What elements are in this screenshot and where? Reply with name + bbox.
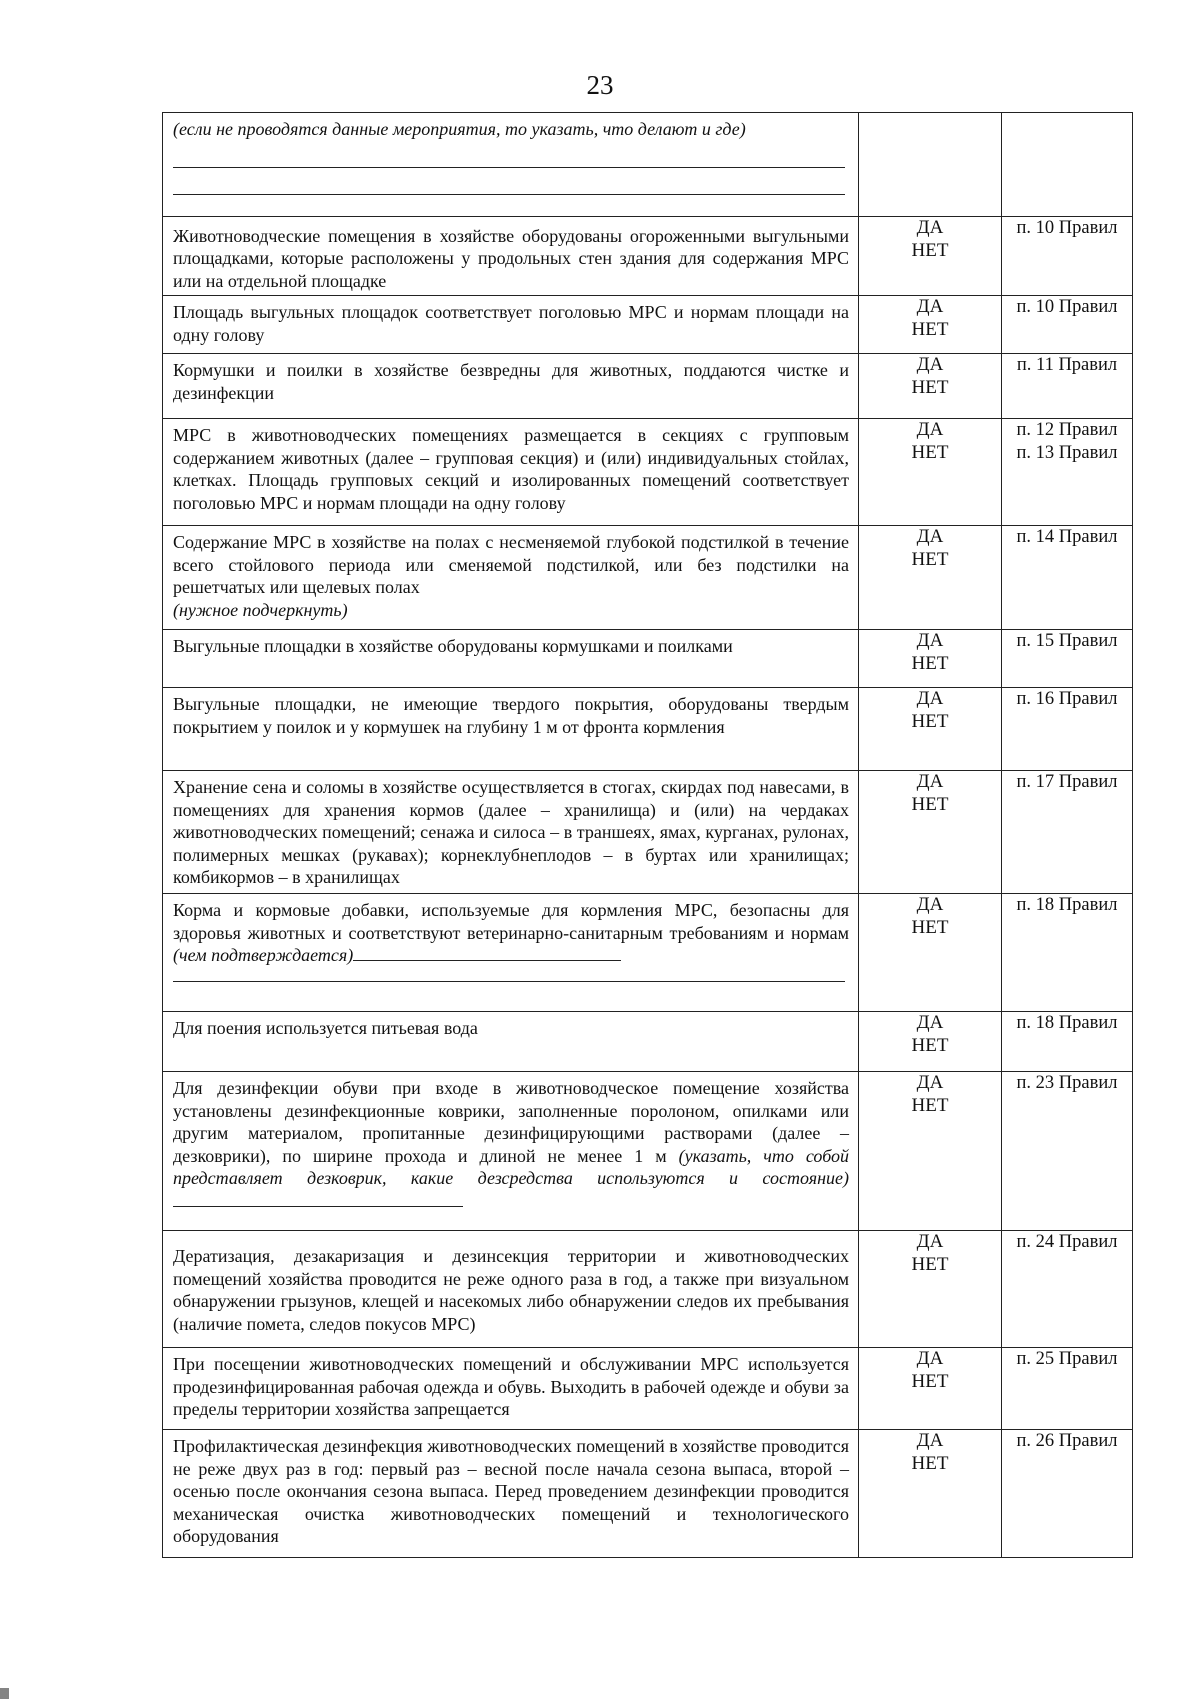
requirement-cell: Дератизация, дезакаризация и дезинсекция территории и животноводческих помещений хозяйства проводится не реже одного раза в год, а также при визуальном обнаружении грызунов, клещей и насекомых либо обнаружении следов их пребывания (наличие помета, следов покусов МРС) <box>163 1231 859 1348</box>
table-row <box>163 113 1133 217</box>
rule-reference: п. 26 Правил <box>1016 1431 1118 1451</box>
rule-reference: п. 16 Правил <box>1016 689 1118 709</box>
answer-yes: ДА <box>916 1231 944 1252</box>
answer-yes: ДА <box>916 526 944 547</box>
answer-yes: ДА <box>916 1348 944 1369</box>
reference-cell <box>1002 894 1133 1012</box>
answer-cell <box>859 1012 1002 1072</box>
table-row <box>163 630 1133 688</box>
rule-reference: п. 17 Правил <box>1016 772 1118 792</box>
requirement-text: Для дезинфекции обуви при входе в животноводческое помещение хозяйства установлены дезинфекционные коврики, заполненные поролоном, опилками или другим материалом, пропитанные дезинфицирующими растворами (далее – дезковрики), по ширине прохода и длиной не менее 1 м <box>173 1078 849 1166</box>
scan-edge-mark <box>0 1688 1200 1699</box>
answer-cell <box>859 296 1002 354</box>
answer-cell <box>859 630 1002 688</box>
answer-yes: ДА <box>916 354 944 375</box>
answer-no: НЕТ <box>911 441 949 463</box>
rule-reference: п. 25 Правил <box>1016 1349 1118 1369</box>
answer-no: НЕТ <box>911 376 949 398</box>
answer-yes: ДА <box>916 419 944 440</box>
table-row <box>163 1430 1133 1558</box>
reference-cell <box>1002 113 1133 217</box>
reference-cell <box>1002 419 1133 526</box>
fill-in-line <box>173 1190 463 1207</box>
reference-cell <box>1002 771 1133 894</box>
rule-reference: п. 18 Правил <box>1016 1013 1118 1033</box>
answer-no: НЕТ <box>911 710 949 732</box>
answer-yes: ДА <box>916 217 944 238</box>
rule-reference: п. 13 Правил <box>1016 442 1118 463</box>
table-row <box>163 419 1133 526</box>
rule-reference: п. 23 Правил <box>1016 1073 1118 1093</box>
table-row <box>163 217 1133 296</box>
table-row <box>163 894 1133 1012</box>
instruction-note: (указать, что собой представляет дезковрик, какие дезсредства используются и состояние) <box>173 1145 850 1188</box>
requirement-cell <box>163 894 859 1012</box>
rule-reference: п. 18 Правил <box>1016 895 1118 915</box>
checklist-table <box>162 112 1133 1558</box>
requirement-cell: При посещении животноводческих помещений и обслуживании МРС используется продезинфицированная рабочая одежда и обувь. Выходить в рабочей одежде и обуви за пределы территории хозяйства запрещается <box>163 1348 859 1430</box>
rule-reference: п. 11 Правил <box>1016 355 1118 375</box>
fill-in-line <box>173 141 845 168</box>
instruction-note: (если не проводятся данные мероприятия, то указать, что делают и где) <box>173 119 746 139</box>
answer-no: НЕТ <box>911 239 949 261</box>
rule-reference: п. 14 Правил <box>1016 527 1118 547</box>
answer-no: НЕТ <box>911 1452 949 1474</box>
answer-yes: ДА <box>916 688 944 709</box>
answer-yes: ДА <box>916 1012 944 1033</box>
answer-cell <box>859 1072 1002 1231</box>
reference-cell <box>1002 1430 1133 1558</box>
requirement-text: Содержание МРС в хозяйстве на полах с несменяемой глубокой подстилкой в течение всего стойлового периода или сменяемой подстилкой, или без подстилки на решетчатых или щелевых полах <box>173 532 849 597</box>
fill-in-line <box>173 168 845 195</box>
answer-no: НЕТ <box>911 318 949 340</box>
answer-cell <box>859 526 1002 630</box>
answer-no: НЕТ <box>911 916 949 938</box>
requirement-cell <box>163 526 859 630</box>
requirement-cell <box>163 1072 859 1231</box>
answer-no: НЕТ <box>911 1370 949 1392</box>
reference-cell <box>1002 1348 1133 1430</box>
reference-cell <box>1002 354 1133 419</box>
answer-cell <box>859 771 1002 894</box>
table-row <box>163 771 1133 894</box>
requirement-cell <box>163 113 859 217</box>
rule-reference: п. 15 Правил <box>1016 631 1118 651</box>
table-row <box>163 354 1133 419</box>
answer-cell <box>859 894 1002 1012</box>
requirement-cell: Выгульные площадки, не имеющие твердого покрытия, оборудованы твердым покрытием у поилок и у кормушек на глубину 1 м от фронта кормления <box>163 688 859 771</box>
table-row <box>163 1072 1133 1231</box>
requirement-cell: Площадь выгульных площадок соответствует поголовью МРС и нормам площади на одну голову <box>163 296 859 354</box>
requirement-cell: Для поения используется питьевая вода <box>163 1012 859 1072</box>
requirement-text: Корма и кормовые добавки, используемые для кормления МРС, безопасны для здоровья животных и соответствуют ветеринарно-санитарным требованиям и нормам <box>173 900 849 943</box>
reference-cell <box>1002 1012 1133 1072</box>
requirement-cell: Кормушки и поилки в хозяйстве безвредны для животных, поддаются чистке и дезинфекции <box>163 354 859 419</box>
table-row <box>163 1231 1133 1348</box>
answer-no: НЕТ <box>911 793 949 815</box>
reference-cell <box>1002 1231 1133 1348</box>
reference-cell <box>1002 526 1133 630</box>
reference-cell <box>1002 630 1133 688</box>
answer-yes: ДА <box>916 1072 944 1093</box>
answer-yes: ДА <box>916 296 944 317</box>
answer-yes: ДА <box>916 771 944 792</box>
requirement-cell: МРС в животноводческих помещениях размещается в секциях с групповым содержанием животных (далее – групповая секция) и (или) индивидуальных стойлах, клетках. Площадь групповых секций и изолированных помещений соответствует поголовью МРС и нормам площади на одну голову <box>163 419 859 526</box>
answer-yes: ДА <box>916 630 944 651</box>
reference-cell <box>1002 296 1133 354</box>
reference-cell <box>1002 688 1133 771</box>
table-row <box>163 526 1133 630</box>
answer-cell <box>859 113 1002 217</box>
requirement-cell: Хранение сена и соломы в хозяйстве осуществляется в стогах, скирдах под навесами, в помещениях для хранения кормов (далее – хранилища) и (или) на чердаках животноводческих помещений; сенажа и силоса – в траншеях, ямах, курганах, рулонах, полимерных мешках (рукавах); корнеклубнеплодов – в буртах или хранилищах; комбикормов – в хранилищах <box>163 771 859 894</box>
answer-cell <box>859 354 1002 419</box>
answer-no: НЕТ <box>911 1034 949 1056</box>
table-row <box>163 296 1133 354</box>
answer-yes: ДА <box>916 1430 944 1451</box>
rule-reference: п. 10 Правил <box>1016 297 1118 317</box>
table-row <box>163 1012 1133 1072</box>
rule-reference: п. 10 Правил <box>1016 218 1118 238</box>
answer-yes: ДА <box>916 894 944 915</box>
answer-cell <box>859 217 1002 296</box>
requirement-cell: Профилактическая дезинфекция животноводческих помещений в хозяйстве проводится не реже двух раз в год: первый раз – весной после начала сезона выпаса, второй – осенью после окончания сезона выпаса. Перед проведением дезинфекции проводится механическая очистка животноводческих помещений и технологического оборудования <box>163 1430 859 1558</box>
reference-cell <box>1002 217 1133 296</box>
answer-cell <box>859 688 1002 771</box>
answer-no: НЕТ <box>911 1253 949 1275</box>
instruction-note: (нужное подчеркнуть) <box>173 599 348 620</box>
answer-cell <box>859 1430 1002 1558</box>
rule-reference: п. 24 Правил <box>1016 1232 1118 1252</box>
table-row <box>163 688 1133 771</box>
answer-cell <box>859 1231 1002 1348</box>
fill-in-line <box>353 944 621 961</box>
answer-no: НЕТ <box>911 548 949 570</box>
table-row <box>163 1348 1133 1430</box>
fill-in-line <box>173 967 845 982</box>
rule-reference: п. 12 Правил <box>1016 420 1118 440</box>
requirement-cell: Выгульные площадки в хозяйстве оборудованы кормушками и поилками <box>163 630 859 688</box>
answer-no: НЕТ <box>911 652 949 674</box>
answer-cell <box>859 1348 1002 1430</box>
page-number: 23 <box>586 70 614 100</box>
reference-cell <box>1002 1072 1133 1231</box>
requirement-cell: Животноводческие помещения в хозяйстве оборудованы огороженными выгульными площадками, которые расположены у продольных стен здания для содержания МРС или на отдельной площадке <box>163 217 859 296</box>
answer-cell <box>859 419 1002 526</box>
answer-no: НЕТ <box>911 1094 949 1116</box>
instruction-note: (чем подтверждается) <box>173 945 354 965</box>
